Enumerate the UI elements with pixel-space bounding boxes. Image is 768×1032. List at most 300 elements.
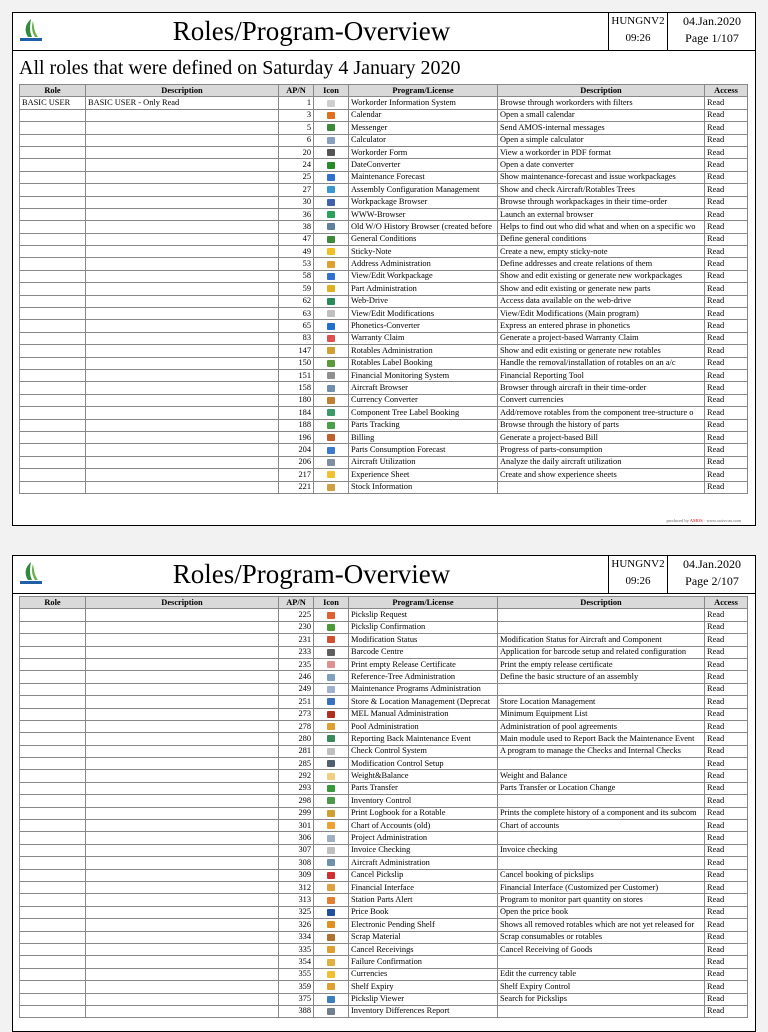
report-subtitle: All roles that were defined on Saturday 4 January 2020 bbox=[19, 57, 461, 79]
program-description-cell: Show and edit existing or generate new parts bbox=[498, 283, 705, 295]
program-cell: Pickslip Confirmation bbox=[349, 621, 498, 633]
table-row bbox=[20, 320, 748, 332]
role-cell bbox=[20, 394, 86, 406]
program-description-cell: Progress of parts-consumption bbox=[498, 444, 705, 456]
program-icon bbox=[327, 162, 335, 169]
table-row bbox=[20, 469, 748, 481]
program-icon bbox=[327, 310, 335, 317]
program-icon bbox=[327, 471, 335, 478]
table-header-row bbox=[20, 597, 748, 609]
access-cell: Read bbox=[705, 981, 748, 993]
program-icon bbox=[327, 649, 335, 656]
program-description-cell bbox=[498, 956, 705, 968]
access-cell: Read bbox=[705, 696, 748, 708]
icon-cell bbox=[314, 97, 349, 109]
role-cell bbox=[20, 444, 86, 456]
program-icon bbox=[327, 674, 335, 681]
role-description-cell bbox=[86, 270, 279, 282]
program-icon bbox=[327, 422, 335, 429]
icon-cell bbox=[314, 844, 349, 856]
icon-cell bbox=[314, 708, 349, 720]
table-row bbox=[20, 444, 748, 456]
role-description-cell bbox=[86, 320, 279, 332]
column-header: Access bbox=[705, 85, 748, 97]
user-name: HUNGNV2 bbox=[611, 558, 665, 570]
icon-cell bbox=[314, 109, 349, 121]
table-row bbox=[20, 419, 748, 431]
apn-cell: 158 bbox=[279, 382, 314, 394]
user-time-box bbox=[608, 556, 668, 593]
apn-cell: 354 bbox=[279, 956, 314, 968]
role-description-cell bbox=[86, 956, 279, 968]
program-cell: Rotables Administration bbox=[349, 345, 498, 357]
icon-cell bbox=[314, 931, 349, 943]
table-row bbox=[20, 122, 748, 134]
table-row bbox=[20, 332, 748, 344]
role-description-cell bbox=[86, 943, 279, 955]
access-cell: Read bbox=[705, 109, 748, 121]
role-description-cell bbox=[86, 708, 279, 720]
apn-cell: 326 bbox=[279, 919, 314, 931]
access-cell: Read bbox=[705, 295, 748, 307]
roles-table bbox=[19, 84, 748, 494]
table-row bbox=[20, 369, 748, 381]
role-cell bbox=[20, 233, 86, 245]
role-description-cell bbox=[86, 906, 279, 918]
role-description-cell: BASIC USER - Only Read bbox=[86, 97, 279, 109]
role-description-cell bbox=[86, 758, 279, 770]
table-row bbox=[20, 894, 748, 906]
program-icon bbox=[327, 909, 335, 916]
apn-cell: 20 bbox=[279, 146, 314, 158]
icon-cell bbox=[314, 609, 349, 621]
access-cell: Read bbox=[705, 658, 748, 670]
program-description-cell: Financial Reporting Tool bbox=[498, 369, 705, 381]
table-row bbox=[20, 720, 748, 732]
role-description-cell bbox=[86, 283, 279, 295]
apn-cell: 325 bbox=[279, 906, 314, 918]
role-description-cell bbox=[86, 683, 279, 695]
apn-cell: 312 bbox=[279, 881, 314, 893]
program-cell: Reference-Tree Administration bbox=[349, 671, 498, 683]
program-description-cell bbox=[498, 758, 705, 770]
column-header: Icon bbox=[314, 85, 349, 97]
access-cell: Read bbox=[705, 270, 748, 282]
role-cell bbox=[20, 671, 86, 683]
apn-cell: 38 bbox=[279, 221, 314, 233]
role-cell bbox=[20, 196, 86, 208]
program-icon bbox=[327, 298, 335, 305]
apn-cell: 150 bbox=[279, 357, 314, 369]
program-icon bbox=[327, 835, 335, 842]
role-cell bbox=[20, 857, 86, 869]
access-cell: Read bbox=[705, 407, 748, 419]
program-cell: Inventory Differences Report bbox=[349, 1005, 498, 1017]
access-cell: Read bbox=[705, 708, 748, 720]
program-cell: Financial Monitoring System bbox=[349, 369, 498, 381]
program-cell: Experience Sheet bbox=[349, 469, 498, 481]
access-cell: Read bbox=[705, 394, 748, 406]
table-row bbox=[20, 733, 748, 745]
role-cell bbox=[20, 171, 86, 183]
apn-cell: 65 bbox=[279, 320, 314, 332]
icon-cell bbox=[314, 431, 349, 443]
program-icon bbox=[327, 959, 335, 966]
table-row bbox=[20, 221, 748, 233]
role-description-cell bbox=[86, 807, 279, 819]
access-cell: Read bbox=[705, 345, 748, 357]
icon-cell bbox=[314, 320, 349, 332]
role-cell bbox=[20, 696, 86, 708]
role-cell bbox=[20, 246, 86, 258]
apn-cell: 221 bbox=[279, 481, 314, 493]
program-icon bbox=[327, 785, 335, 792]
table-row bbox=[20, 258, 748, 270]
program-icon bbox=[327, 686, 335, 693]
program-cell: Scrap Material bbox=[349, 931, 498, 943]
program-icon bbox=[327, 872, 335, 879]
table-body bbox=[20, 609, 748, 1018]
role-description-cell bbox=[86, 745, 279, 757]
table-row bbox=[20, 956, 748, 968]
program-description-cell bbox=[498, 481, 705, 493]
program-description-cell: Add/remove rotables from the component tree-structure o bbox=[498, 407, 705, 419]
role-description-cell bbox=[86, 832, 279, 844]
program-icon bbox=[327, 723, 335, 730]
access-cell: Read bbox=[705, 832, 748, 844]
program-description-cell: Cancel booking of pickslips bbox=[498, 869, 705, 881]
program-description-cell: Convert currencies bbox=[498, 394, 705, 406]
access-cell: Read bbox=[705, 97, 748, 109]
apn-cell: 58 bbox=[279, 270, 314, 282]
access-cell: Read bbox=[705, 382, 748, 394]
program-cell: Web-Drive bbox=[349, 295, 498, 307]
apn-cell: 249 bbox=[279, 683, 314, 695]
access-cell: Read bbox=[705, 758, 748, 770]
program-description-cell bbox=[498, 609, 705, 621]
program-description-cell: Access data available on the web-drive bbox=[498, 295, 705, 307]
icon-cell bbox=[314, 745, 349, 757]
role-cell bbox=[20, 968, 86, 980]
apn-cell: 235 bbox=[279, 658, 314, 670]
program-cell: Address Administration bbox=[349, 258, 498, 270]
table-row bbox=[20, 708, 748, 720]
table-row bbox=[20, 621, 748, 633]
program-description-cell: Open a simple calculator bbox=[498, 134, 705, 146]
table-row bbox=[20, 196, 748, 208]
table-row bbox=[20, 968, 748, 980]
program-description-cell: Chart of accounts bbox=[498, 820, 705, 832]
program-description-cell: Generate a project-based Warranty Claim bbox=[498, 332, 705, 344]
access-cell: Read bbox=[705, 419, 748, 431]
role-cell bbox=[20, 184, 86, 196]
program-cell: Failure Confirmation bbox=[349, 956, 498, 968]
icon-cell bbox=[314, 196, 349, 208]
icon-cell bbox=[314, 481, 349, 493]
apn-cell: 375 bbox=[279, 993, 314, 1005]
program-description-cell: Search for Pickslips bbox=[498, 993, 705, 1005]
role-description-cell bbox=[86, 919, 279, 931]
program-icon bbox=[327, 624, 335, 631]
program-description-cell: Parts Transfer or Location Change bbox=[498, 782, 705, 794]
access-cell: Read bbox=[705, 159, 748, 171]
role-cell bbox=[20, 407, 86, 419]
program-description-cell: Define general conditions bbox=[498, 233, 705, 245]
program-cell: Electronic Pending Shelf bbox=[349, 919, 498, 931]
table-row bbox=[20, 869, 748, 881]
apn-cell: 309 bbox=[279, 869, 314, 881]
role-cell bbox=[20, 646, 86, 658]
print-date: 04.Jan.2020 bbox=[683, 14, 741, 28]
access-cell: Read bbox=[705, 444, 748, 456]
page-number: Page 2/107 bbox=[685, 574, 739, 588]
program-icon bbox=[327, 248, 335, 255]
program-cell: Barcode Centre bbox=[349, 646, 498, 658]
program-icon bbox=[327, 285, 335, 292]
program-description-cell bbox=[498, 795, 705, 807]
access-cell: Read bbox=[705, 431, 748, 443]
icon-cell bbox=[314, 906, 349, 918]
access-cell: Read bbox=[705, 320, 748, 332]
role-description-cell bbox=[86, 968, 279, 980]
program-cell: Workpackage Browser bbox=[349, 196, 498, 208]
icon-cell bbox=[314, 968, 349, 980]
apn-cell: 206 bbox=[279, 456, 314, 468]
role-cell bbox=[20, 146, 86, 158]
role-description-cell bbox=[86, 233, 279, 245]
role-cell bbox=[20, 869, 86, 881]
access-cell: Read bbox=[705, 807, 748, 819]
apn-cell: 280 bbox=[279, 733, 314, 745]
program-description-cell: Scrap consumables or rotables bbox=[498, 931, 705, 943]
role-description-cell bbox=[86, 696, 279, 708]
program-cell: Aircraft Administration bbox=[349, 857, 498, 869]
program-cell: Maintenance Programs Administration bbox=[349, 683, 498, 695]
program-description-cell: Show maintenance-forecast and issue workpackages bbox=[498, 171, 705, 183]
program-description-cell: View/Edit Modifications (Main program) bbox=[498, 308, 705, 320]
apn-cell: 184 bbox=[279, 407, 314, 419]
table-row bbox=[20, 795, 748, 807]
page-header bbox=[13, 556, 755, 594]
access-cell: Read bbox=[705, 906, 748, 918]
access-cell: Read bbox=[705, 720, 748, 732]
table-row bbox=[20, 683, 748, 695]
icon-cell bbox=[314, 993, 349, 1005]
role-cell bbox=[20, 431, 86, 443]
icon-cell bbox=[314, 894, 349, 906]
role-description-cell bbox=[86, 857, 279, 869]
table-row bbox=[20, 782, 748, 794]
footer-brand: AMOS bbox=[689, 518, 703, 523]
program-cell: Shelf Expiry bbox=[349, 981, 498, 993]
program-icon bbox=[327, 946, 335, 953]
program-description-cell: Browse through workpackages in their time-order bbox=[498, 196, 705, 208]
program-cell: Calendar bbox=[349, 109, 498, 121]
program-icon bbox=[327, 100, 335, 107]
table-row bbox=[20, 857, 748, 869]
role-cell bbox=[20, 634, 86, 646]
program-cell: Assembly Configuration Management bbox=[349, 184, 498, 196]
program-icon bbox=[327, 335, 335, 342]
program-cell: Currencies bbox=[349, 968, 498, 980]
program-description-cell: Print the empty release certificate bbox=[498, 658, 705, 670]
role-description-cell bbox=[86, 621, 279, 633]
icon-cell bbox=[314, 820, 349, 832]
role-cell bbox=[20, 733, 86, 745]
access-cell: Read bbox=[705, 456, 748, 468]
program-description-cell: Open a date converter bbox=[498, 159, 705, 171]
program-cell: Modification Status bbox=[349, 634, 498, 646]
role-description-cell bbox=[86, 357, 279, 369]
report-footer bbox=[667, 518, 742, 523]
column-header: Description bbox=[498, 597, 705, 609]
apn-cell: 151 bbox=[279, 369, 314, 381]
icon-cell bbox=[314, 943, 349, 955]
column-header: AP/N bbox=[279, 85, 314, 97]
role-cell bbox=[20, 906, 86, 918]
role-description-cell bbox=[86, 122, 279, 134]
role-cell bbox=[20, 844, 86, 856]
table-row bbox=[20, 345, 748, 357]
column-header: Icon bbox=[314, 597, 349, 609]
apn-cell: 62 bbox=[279, 295, 314, 307]
icon-cell bbox=[314, 683, 349, 695]
apn-cell: 301 bbox=[279, 820, 314, 832]
role-description-cell bbox=[86, 419, 279, 431]
footer-produced: produced by bbox=[666, 518, 689, 523]
program-icon bbox=[327, 211, 335, 218]
program-cell: Calculator bbox=[349, 134, 498, 146]
role-description-cell bbox=[86, 382, 279, 394]
icon-cell bbox=[314, 671, 349, 683]
icon-cell bbox=[314, 184, 349, 196]
role-cell bbox=[20, 708, 86, 720]
program-icon bbox=[327, 124, 335, 131]
role-cell bbox=[20, 931, 86, 943]
access-cell: Read bbox=[705, 869, 748, 881]
program-cell: Old W/O History Browser (created before bbox=[349, 221, 498, 233]
access-cell: Read bbox=[705, 894, 748, 906]
program-description-cell: Analyze the daily aircraft utilization bbox=[498, 456, 705, 468]
program-icon bbox=[327, 921, 335, 928]
role-description-cell bbox=[86, 246, 279, 258]
icon-cell bbox=[314, 758, 349, 770]
role-cell bbox=[20, 369, 86, 381]
table-row bbox=[20, 357, 748, 369]
program-icon bbox=[327, 137, 335, 144]
program-icon bbox=[327, 174, 335, 181]
program-cell: Modification Control Setup bbox=[349, 758, 498, 770]
program-icon bbox=[327, 459, 335, 466]
role-description-cell bbox=[86, 1005, 279, 1017]
roles-table bbox=[19, 596, 748, 1018]
apn-cell: 49 bbox=[279, 246, 314, 258]
program-description-cell: Program to monitor part quantity on stores bbox=[498, 894, 705, 906]
program-icon bbox=[327, 859, 335, 866]
role-cell bbox=[20, 122, 86, 134]
program-description-cell: Define the basic structure of an assembly bbox=[498, 671, 705, 683]
program-cell: Parts Transfer bbox=[349, 782, 498, 794]
icon-cell bbox=[314, 456, 349, 468]
program-description-cell bbox=[498, 857, 705, 869]
table-row bbox=[20, 832, 748, 844]
program-description-cell: Invoice checking bbox=[498, 844, 705, 856]
role-description-cell bbox=[86, 881, 279, 893]
program-icon bbox=[327, 323, 335, 330]
print-time: 09:26 bbox=[625, 575, 651, 587]
icon-cell bbox=[314, 382, 349, 394]
program-icon bbox=[327, 748, 335, 755]
icon-cell bbox=[314, 332, 349, 344]
icon-cell bbox=[314, 720, 349, 732]
program-description-cell: Application for barcode setup and related configuration bbox=[498, 646, 705, 658]
program-icon bbox=[327, 735, 335, 742]
role-description-cell bbox=[86, 258, 279, 270]
icon-cell bbox=[314, 782, 349, 794]
access-cell: Read bbox=[705, 369, 748, 381]
icon-cell bbox=[314, 857, 349, 869]
column-header: Access bbox=[705, 597, 748, 609]
apn-cell: 3 bbox=[279, 109, 314, 121]
apn-cell: 359 bbox=[279, 981, 314, 993]
program-description-cell: Browse through the history of parts bbox=[498, 419, 705, 431]
icon-cell bbox=[314, 283, 349, 295]
access-cell: Read bbox=[705, 196, 748, 208]
icon-cell bbox=[314, 981, 349, 993]
icon-cell bbox=[314, 696, 349, 708]
access-cell: Read bbox=[705, 683, 748, 695]
icon-cell bbox=[314, 795, 349, 807]
icon-cell bbox=[314, 733, 349, 745]
program-description-cell: Browser through aircraft in their time-order bbox=[498, 382, 705, 394]
role-cell bbox=[20, 956, 86, 968]
program-description-cell bbox=[498, 832, 705, 844]
access-cell: Read bbox=[705, 258, 748, 270]
icon-cell bbox=[314, 394, 349, 406]
program-cell: Billing bbox=[349, 431, 498, 443]
program-cell: Check Control System bbox=[349, 745, 498, 757]
table-row bbox=[20, 246, 748, 258]
program-icon bbox=[327, 273, 335, 280]
role-cell bbox=[20, 881, 86, 893]
access-cell: Read bbox=[705, 122, 748, 134]
role-cell bbox=[20, 782, 86, 794]
role-description-cell bbox=[86, 345, 279, 357]
role-cell bbox=[20, 320, 86, 332]
role-description-cell bbox=[86, 981, 279, 993]
apn-cell: 230 bbox=[279, 621, 314, 633]
role-cell bbox=[20, 295, 86, 307]
table-row bbox=[20, 295, 748, 307]
program-cell: Stock Information bbox=[349, 481, 498, 493]
role-description-cell bbox=[86, 369, 279, 381]
program-cell: Station Parts Alert bbox=[349, 894, 498, 906]
program-icon bbox=[327, 711, 335, 718]
role-description-cell bbox=[86, 469, 279, 481]
access-cell: Read bbox=[705, 795, 748, 807]
role-description-cell bbox=[86, 671, 279, 683]
role-description-cell bbox=[86, 844, 279, 856]
icon-cell bbox=[314, 407, 349, 419]
program-cell: Component Tree Label Booking bbox=[349, 407, 498, 419]
program-description-cell: Weight and Balance bbox=[498, 770, 705, 782]
icon-cell bbox=[314, 881, 349, 893]
table-row bbox=[20, 943, 748, 955]
table-row bbox=[20, 171, 748, 183]
table-row bbox=[20, 658, 748, 670]
program-icon bbox=[327, 996, 335, 1003]
program-cell: MEL Manual Administration bbox=[349, 708, 498, 720]
